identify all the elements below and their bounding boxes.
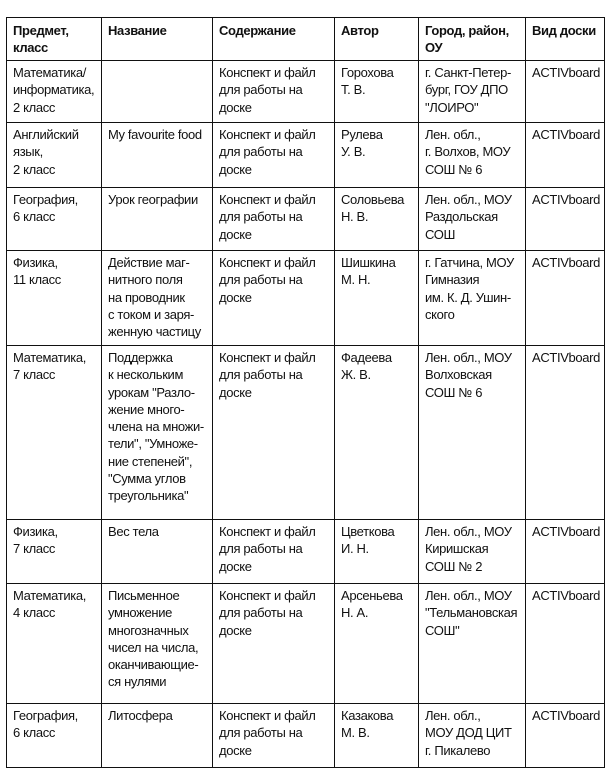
cell-board-type: ACTIVboard xyxy=(526,188,605,251)
cell-author: Соловьева Н. В. xyxy=(335,188,419,251)
cell-location: Лен. обл., МОУ Киришская СОШ № 2 xyxy=(419,520,526,584)
cell-subject: География, 6 класс xyxy=(7,704,102,768)
resources-table xyxy=(6,17,605,768)
cell-location: Лен. обл., МОУ Раздольская СОШ xyxy=(419,188,526,251)
cell-location: Лен. обл., МОУ ДОД ЦИТ г. Пикалево xyxy=(419,704,526,768)
cell-content: Конспект и файл для работы на доске xyxy=(213,584,335,704)
cell-title: Вес тела xyxy=(102,520,213,584)
cell-title: Действие маг- нитного поля на проводник с током и заря- женную частицу xyxy=(102,251,213,346)
header-content: Содержание xyxy=(213,18,335,61)
table-row xyxy=(7,704,605,768)
cell-title: Письменное умножение многозначных чисел на числа, оканчивающие- ся нулями xyxy=(102,584,213,704)
cell-content: Конспект и файл для работы на доске xyxy=(213,61,335,123)
cell-title xyxy=(102,61,213,123)
table-row xyxy=(7,346,605,520)
cell-content: Конспект и файл для работы на доске xyxy=(213,188,335,251)
header-row xyxy=(7,18,605,61)
table-row xyxy=(7,188,605,251)
cell-location: г. Санкт-Петер- бург, ГОУ ДПО "ЛОИРО" xyxy=(419,61,526,123)
cell-author: Шишкина М. Н. xyxy=(335,251,419,346)
cell-subject: Английский язык, 2 класс xyxy=(7,123,102,188)
cell-author: Горохова Т. В. xyxy=(335,61,419,123)
cell-subject: Физика, 11 класс xyxy=(7,251,102,346)
cell-content: Конспект и файл для работы на доске xyxy=(213,123,335,188)
table-row xyxy=(7,123,605,188)
cell-content: Конспект и файл для работы на доске xyxy=(213,520,335,584)
table-row xyxy=(7,61,605,123)
cell-board-type: ACTIVboard xyxy=(526,346,605,520)
cell-board-type: ACTIVboard xyxy=(526,584,605,704)
cell-subject: География, 6 класс xyxy=(7,188,102,251)
cell-board-type: ACTIVboard xyxy=(526,704,605,768)
cell-location: Лен. обл., МОУ Волховская СОШ № 6 xyxy=(419,346,526,520)
cell-subject: Математика/ информатика, 2 класс xyxy=(7,61,102,123)
header-author: Автор xyxy=(335,18,419,61)
cell-board-type: ACTIVboard xyxy=(526,123,605,188)
cell-title: My favourite food xyxy=(102,123,213,188)
cell-title: Литосфера xyxy=(102,704,213,768)
cell-author: Цветкова И. Н. xyxy=(335,520,419,584)
cell-author: Арсеньева Н. А. xyxy=(335,584,419,704)
cell-subject: Физика, 7 класс xyxy=(7,520,102,584)
table-row xyxy=(7,520,605,584)
header-subject: Предмет, класс xyxy=(7,18,102,61)
cell-board-type: ACTIVboard xyxy=(526,520,605,584)
cell-content: Конспект и файл для работы на доске xyxy=(213,251,335,346)
table-row xyxy=(7,251,605,346)
cell-title: Поддержка к нескольким урокам "Разло- жение много- члена на множи- тели", "Умноже- ние степеней", "Сумма углов треугольника" xyxy=(102,346,213,520)
cell-author: Рулева У. В. xyxy=(335,123,419,188)
cell-author: Казакова М. В. xyxy=(335,704,419,768)
cell-title: Урок географии xyxy=(102,188,213,251)
cell-author: Фадеева Ж. В. xyxy=(335,346,419,520)
header-title: Название xyxy=(102,18,213,61)
header-board-type: Вид доски xyxy=(526,18,605,61)
cell-subject: Математика, 7 класс xyxy=(7,346,102,520)
cell-subject: Математика, 4 класс xyxy=(7,584,102,704)
cell-location: г. Гатчина, МОУ Гимназия им. К. Д. Ушин- ского xyxy=(419,251,526,346)
cell-content: Конспект и файл для работы на доске xyxy=(213,704,335,768)
table-row xyxy=(7,584,605,704)
cell-board-type: ACTIVboard xyxy=(526,61,605,123)
cell-location: Лен. обл., МОУ "Тельмановская СОШ" xyxy=(419,584,526,704)
cell-content: Конспект и файл для работы на доске xyxy=(213,346,335,520)
cell-board-type: ACTIVboard xyxy=(526,251,605,346)
header-location: Город, район, ОУ xyxy=(419,18,526,61)
cell-location: Лен. обл., г. Волхов, МОУ СОШ № 6 xyxy=(419,123,526,188)
